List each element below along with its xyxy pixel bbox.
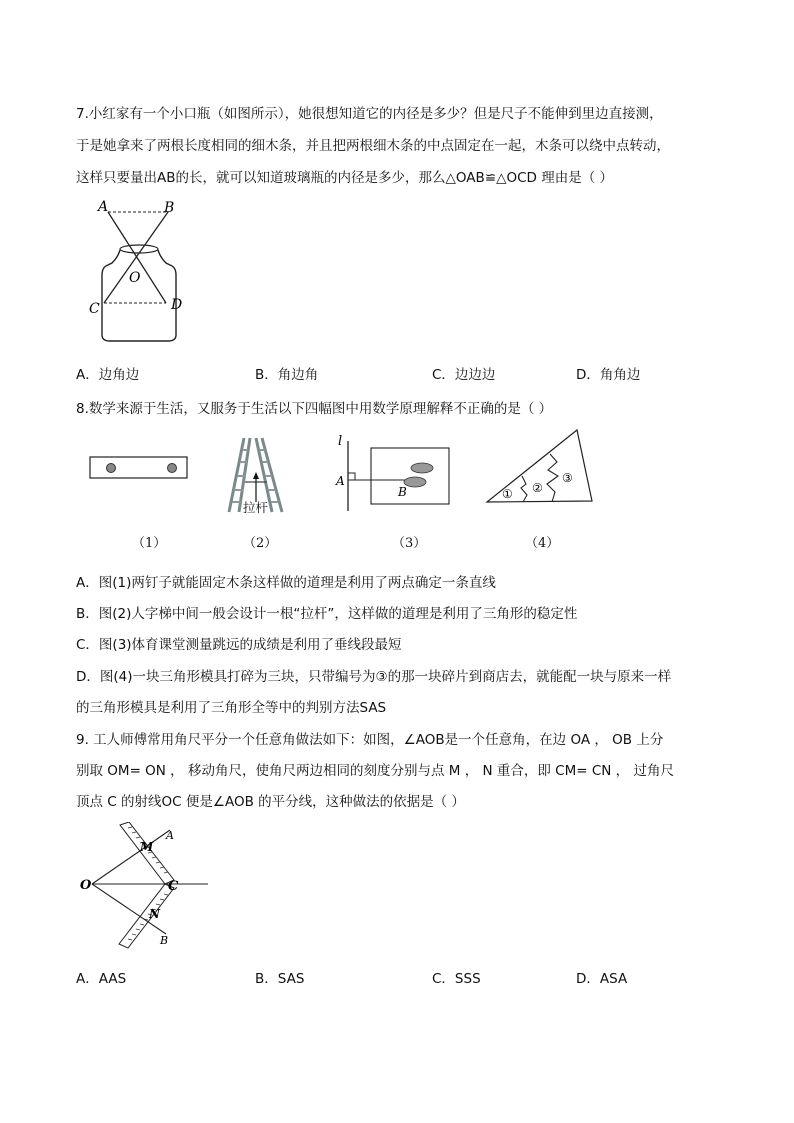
q8-caption-3: （3） [392,536,427,551]
q9-option-b[interactable]: B．SAS [255,971,305,987]
q7-option-b[interactable]: B．角边角 [255,367,319,383]
q8-fig4-piece-3: ③ [562,471,573,485]
q8-fig3-pit [371,448,449,504]
q9-label-m: M [140,840,154,854]
q7-label-o: O [129,270,141,286]
q8-fig1-nail-1 [107,464,116,473]
q7-line-1: 7.小红家有一个小口瓶（如图所示），她很想知道它的内径是多少？但是尺子不能伸到里边直接测， [76,106,663,122]
q8-fig3-footprint-2 [404,477,426,487]
q7-label-c: C [89,301,100,317]
q7-stick-b-c [104,212,168,303]
q9-label-n: N [149,907,160,921]
q8-fig3-jump [334,433,454,513]
q7-label-b: B [164,200,175,216]
q7-label-a: A [98,199,109,215]
q7-option-a[interactable]: A．边角边 [76,367,140,383]
q7-label-d: D [171,297,183,313]
q9-option-a[interactable]: A．AAS [76,971,127,987]
q8-option-a[interactable]: A．图(1)两钉子就能固定木条这样做的道理是利用了两点确定一条直线 [76,575,496,591]
q8-caption-1: （1） [132,536,167,551]
q7-bottle-figure [80,195,190,345]
q8-caption-4: （4） [525,536,560,551]
q8-fig3-label-b: B [398,485,407,499]
q9-line-2: 别取 OM= ON ， 移动角尺，使角尺两边相同的刻度分别与点 M ， N 重合，即 CM= CN ， 过角尺 [76,763,674,779]
q8-fig4-broken-triangle [484,426,596,506]
q8-fig1-board [88,455,190,481]
q9-angle-bisector-figure [78,822,218,952]
q9-line-1: 9. 工人师傅常用角尺平分一个任意角做法如下：如图，∠AOB是一个任意角，在边 OA ， OB 上分 [76,732,664,748]
q8-option-b[interactable]: B．图(2)人字梯中间一般会设计一根“拉杆”，这样做的道理是利用了三角形的稳定性 [76,606,578,622]
q7-bottle-outline [102,250,176,341]
q8-stem: 8.数学来源于生活，又服务于生活以下四幅图中用数学原理解释不正确的是（ ） [76,401,553,417]
q8-fig3-label-a: A [336,474,345,488]
q9-option-d[interactable]: D．ASA [576,971,628,987]
q8-caption-2: （2） [243,536,278,551]
q8-fig4-piece-2: ② [532,481,543,495]
q7-option-d[interactable]: D．角角边 [576,367,641,383]
q9-label-b: B [160,934,169,947]
q8-fig3-label-l: l [338,434,343,449]
q9-option-c[interactable]: C．SSS [432,971,481,987]
q9-line-3: 顶点 C 的射线OC 便是∠AOB 的平分线，这种做法的依据是（ ） [76,794,465,810]
q7-bottle-mouth [120,245,158,253]
q8-option-c[interactable]: C．图(3)体育课堂测量跳远的成绩是利用了垂线段最短 [76,637,402,653]
q8-fig2-label: 拉杆 [243,500,269,515]
q9-label-a: A [166,829,174,842]
q9-label-c: C [168,879,179,894]
q9-label-o: O [80,878,92,893]
q7-line-2: 于是她拿来了两根长度相同的细木条，并且把两根细木条的中点固定在一起，木条可以绕中点转动， [76,138,670,154]
q8-option-d-cont: 的三角形模具是利用了三角形全等中的判别方法SAS [76,700,387,716]
q8-option-d[interactable]: D．图(4)一块三角形模具打碎为三块，只带编号为③的那一块碎片到商店去，就能配一块与原来一样 [76,669,672,685]
q7-line-3: 这样只要量出AB的长，就可以知道玻璃瓶的内径是多少，那么△OAB≌△OCD 理由是（ ） [76,170,613,186]
q8-fig3-footprint-1 [411,463,433,473]
q8-fig4-piece-1: ① [502,487,513,501]
q8-fig1-nail-2 [168,464,177,473]
q7-option-c[interactable]: C．边边边 [432,367,496,383]
